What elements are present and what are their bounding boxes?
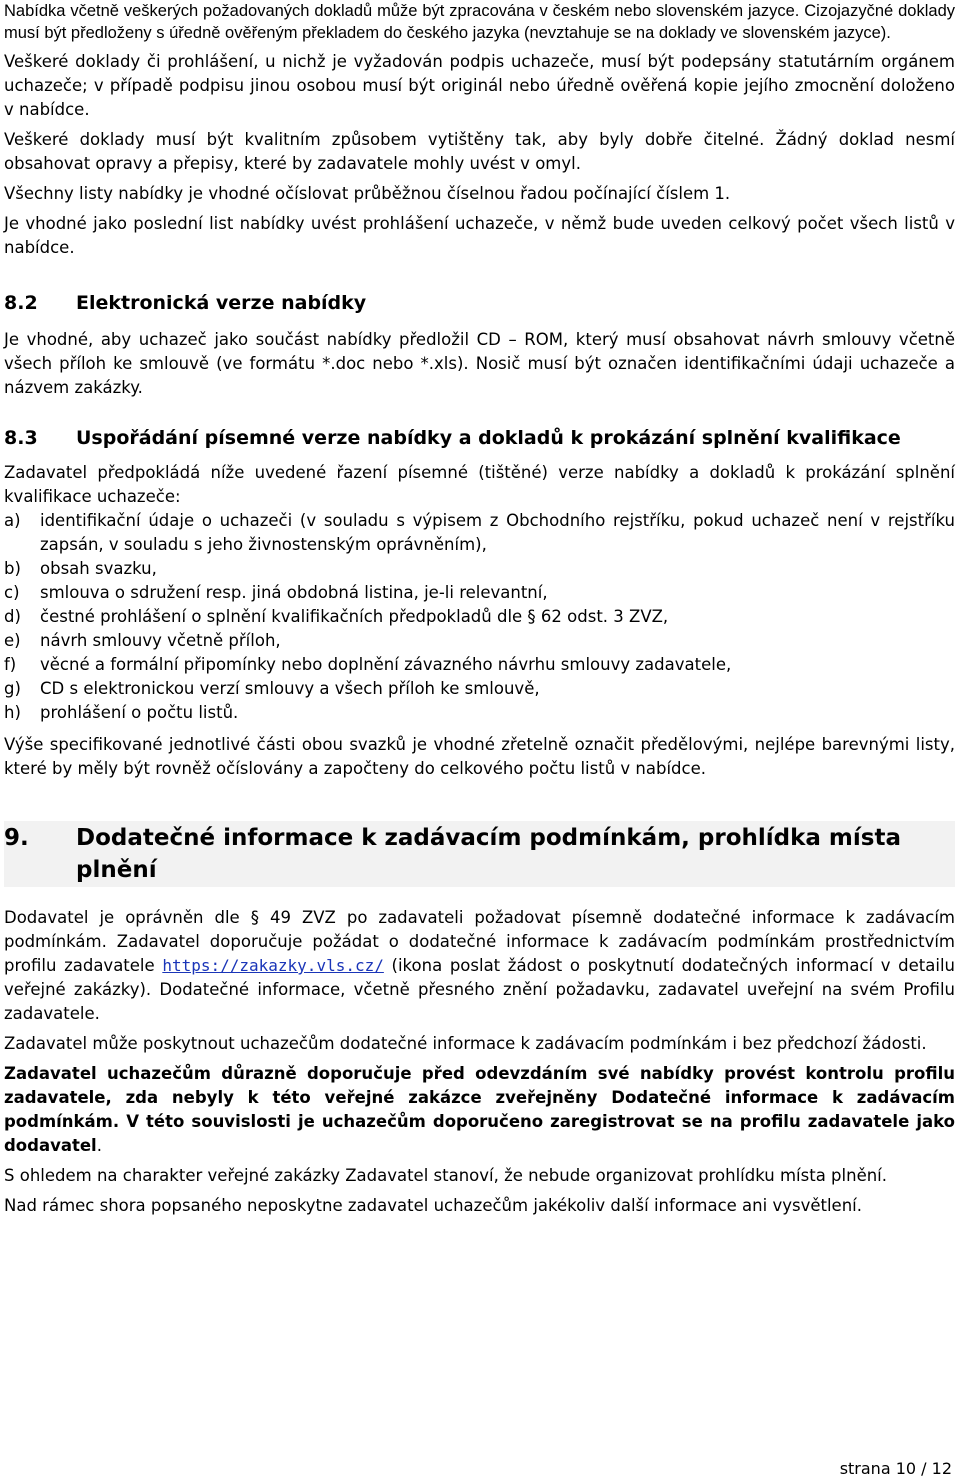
paragraph-no-further-info: Nad rámec shora popsaného neposkytne zadavatel uchazečům jakékoliv další informace ani vysvětlení. bbox=[4, 1196, 862, 1215]
section-8-2-heading bbox=[4, 290, 955, 316]
paragraph-signatures: Veškeré doklady či prohlášení, u nichž je vyžadován podpis uchazeče, musí být podepsány statutárním orgánem uchazeče; v případě podpisu jinou osobou musí být originál nebo úředně ověřená kopie jejího zmocnění doloženo v nabídce. bbox=[4, 52, 955, 119]
list-item: d) čestné prohlášení o splnění kvalifikačních předpokladů dle § 62 odst. 3 ZVZ, bbox=[4, 607, 669, 626]
section-number: 9. bbox=[4, 825, 29, 851]
section-9-heading bbox=[4, 821, 955, 887]
list-item: b) obsah svazku, bbox=[4, 559, 157, 578]
paragraph-additional-info: Dodavatel je oprávněn dle § 49 ZVZ po zadavateli požadovat písemně dodatečné informace k zadávacím podmínkám. Zadavatel doporučuje požádat o dodatečné informace k zadávacím podmínkám prostřednictvím profilu zadavatele https://zakazky.vls.cz/ (ikona poslat žádost o poskytnutí dodatečných informací v detailu veřejné zakázky). Dodatečné informace, včetně přesného znění požadavku, zadavatel uveřejní na svém Profilu zadavatele. bbox=[4, 908, 955, 1023]
paragraph-print-quality: Veškeré doklady musí být kvalitním způsobem vytištěny tak, aby byly dobře čitelné. Žádný doklad nesmí obsahovat opravy a přepisy, které by zadavatele mohly uvést v omyl. bbox=[4, 130, 955, 173]
paragraph-ordering-intro: Zadavatel předpokládá níže uvedené řazení písemné (tištěné) verze nabídky a dokladů k prokázání splnění kvalifikace uchazeče: bbox=[4, 463, 955, 506]
list-item: a) identifikační údaje o uchazeči (v souladu s výpisem z Obchodního rejstříku, pokud uchazeč není v rejstříku zapsán, v souladu s jeho živnostenským oprávněním), bbox=[4, 511, 955, 554]
list-item: h) prohlášení o počtu listů. bbox=[4, 703, 239, 722]
section-title: Dodatečné informace k zadávacím podmínkám, prohlídka místa plnění bbox=[76, 825, 901, 883]
section-number: 8.3 bbox=[4, 427, 38, 449]
paragraph-electronic-version: Je vhodné, aby uchazeč jako součást nabídky předložil CD – ROM, který musí obsahovat návrh smlouvy včetně všech příloh ke smlouvě (ve formátu *.doc nebo *.xls). Nosič musí být označen identifikačními údaji uchazeče a názvem zakázky. bbox=[4, 330, 955, 397]
list-item: e) návrh smlouvy včetně příloh, bbox=[4, 631, 281, 650]
section-8-3-heading bbox=[4, 425, 955, 451]
list-item: c) smlouva o sdružení resp. jiná obdobná listina, je-li relevantní, bbox=[4, 583, 548, 602]
paragraph-language: Nabídka včetně veškerých požadovaných dokladů může být zpracována v českém nebo slovenském jazyce. Cizojazyčné doklady musí být předloženy s úředně ověřeným překladem do českého jazyka (nevztahuje se na doklady ve slovenském jazyce). bbox=[4, 2, 955, 42]
paragraph-page-count: Je vhodné jako poslední list nabídky uvést prohlášení uchazeče, v němž bude uveden celkový počet všech listů v nabídce. bbox=[4, 214, 955, 257]
document-page bbox=[4, 0, 955, 1218]
section-number: 8.2 bbox=[4, 292, 38, 314]
section-title: Elektronická verze nabídky bbox=[76, 292, 367, 314]
paragraph-page-numbering: Všechny listy nabídky je vhodné očíslovat průběžnou číselnou řadou počínající číslem 1. bbox=[4, 184, 731, 203]
paragraph-ordering-outro: Výše specifikované jednotlivé části obou svazků je vhodné zřetelně označit předělovými, nejlépe barevnými listy, které by měly být rovněž očíslovány a započteny do celkového počtu listů v nabídce. bbox=[4, 735, 955, 778]
ordering-list bbox=[4, 509, 955, 725]
list-item: f) věcné a formální připomínky nebo doplnění závazného návrhu smlouvy zadavatele, bbox=[4, 655, 732, 674]
page-number: strana 10 / 12 bbox=[839, 1459, 952, 1478]
paragraph-info-without-request: Zadavatel může poskytnout uchazečům dodatečné informace k zadávacím podmínkám i bez předchozí žádosti. bbox=[4, 1034, 927, 1053]
section-title: Uspořádání písemné verze nabídky a dokladů k prokázání splnění kvalifikace bbox=[76, 427, 901, 449]
paragraph-site-visit: S ohledem na charakter veřejné zakázky Zadavatel stanoví, že nebude organizovat prohlídku místa plnění. bbox=[4, 1166, 888, 1185]
profile-link[interactable]: https://zakazky.vls.cz/ bbox=[162, 956, 384, 975]
list-item: g) CD s elektronickou verzí smlouvy a všech příloh ke smlouvě, bbox=[4, 679, 540, 698]
paragraph-recommendation: Zadavatel uchazečům důrazně doporučuje před odevzdáním své nabídky provést kontrolu profilu zadavatele, zda nebyly k této veřejné zakázce zveřejněny Dodatečné informace k zadávacím podmínkám. V této souvislosti je uchazečům doporučeno zaregistrovat se na profilu zadavatele jako dodavatel. bbox=[4, 1064, 955, 1155]
